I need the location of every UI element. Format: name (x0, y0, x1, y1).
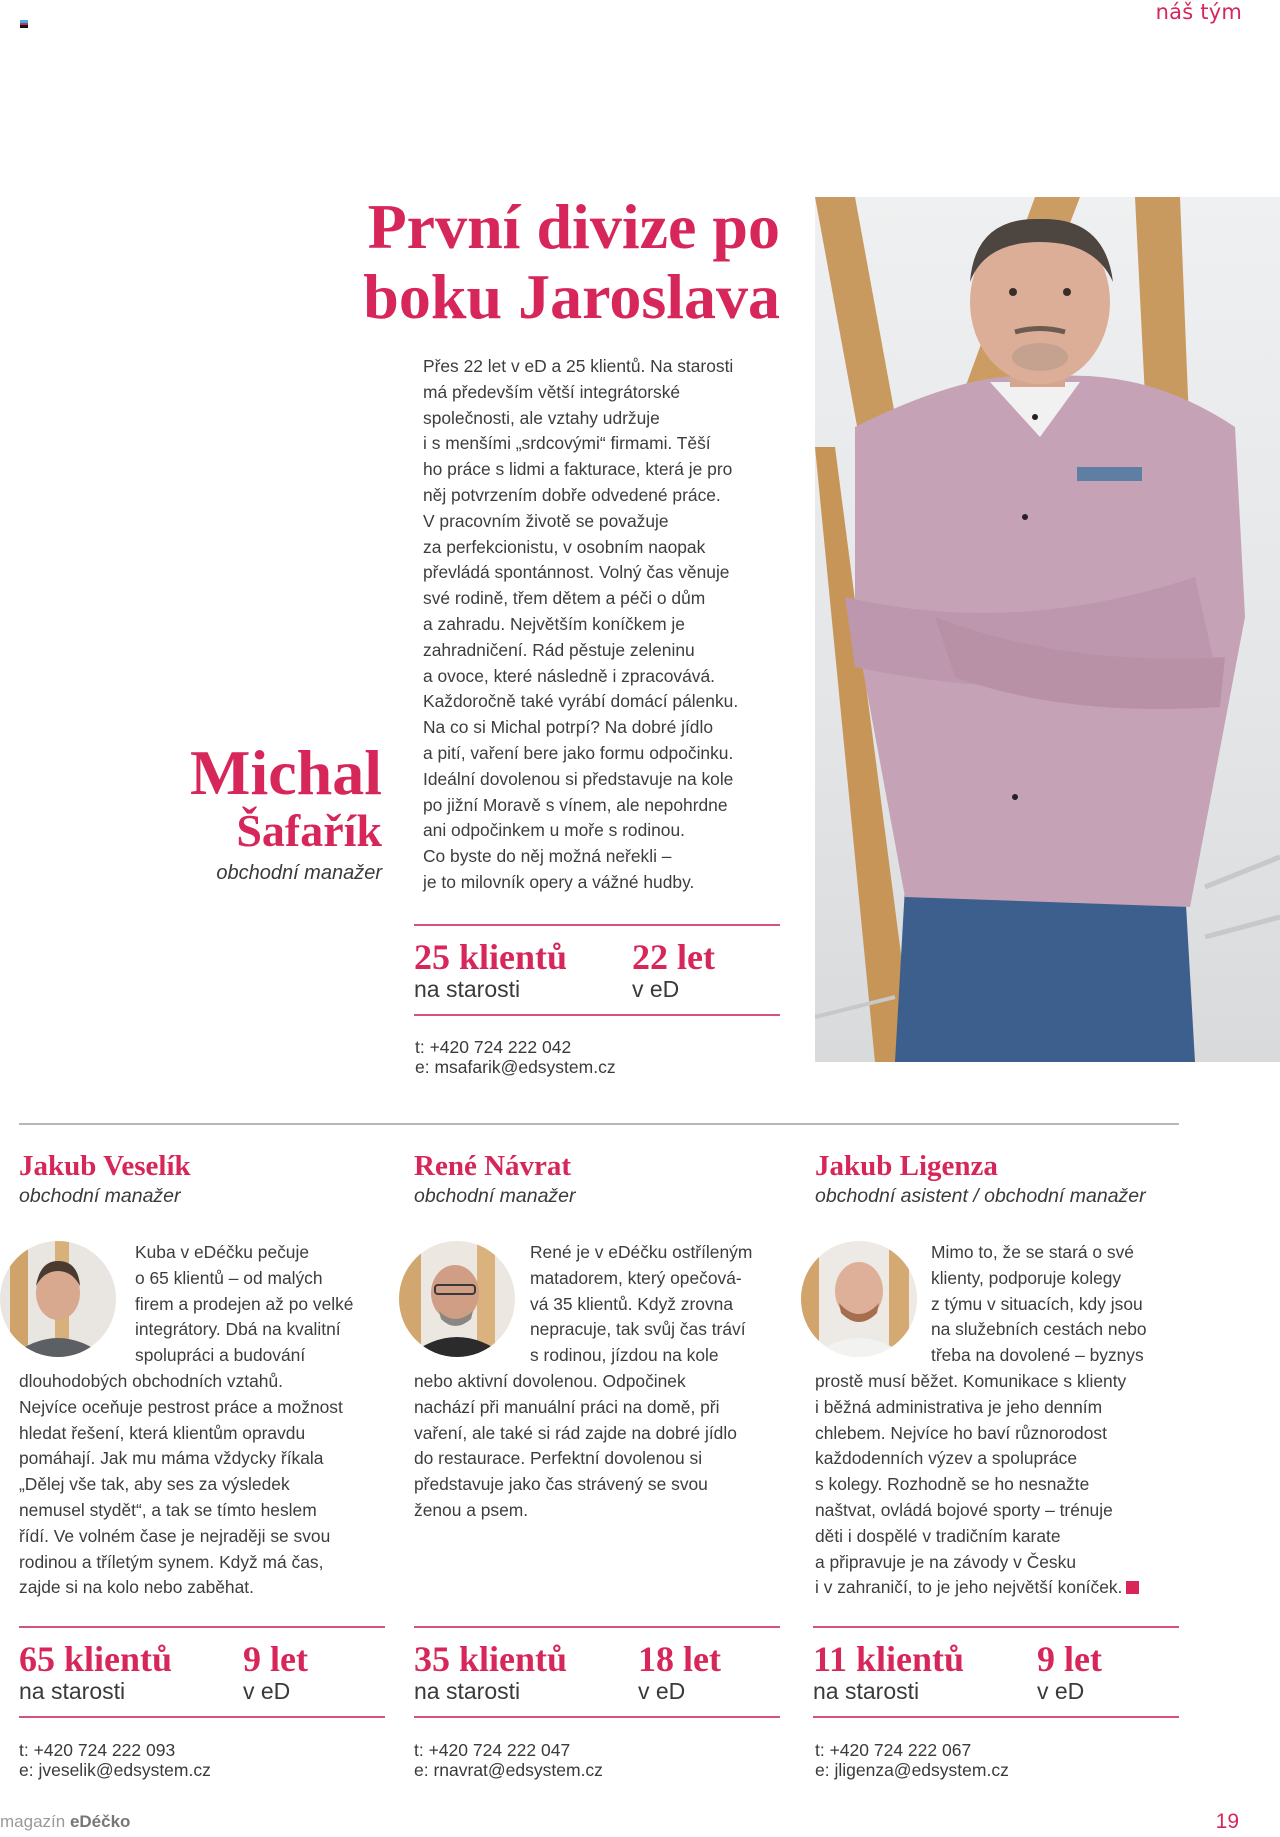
bio-line: ženou a psem. (414, 1499, 529, 1520)
stat-years (1037, 1628, 1102, 1716)
person-role: obchodní asistent / obchodní manažer (815, 1185, 1146, 1207)
portrait-photo (815, 197, 1280, 1062)
stat-value: 22 let (632, 937, 715, 977)
magazine-prefix: magazín (0, 1812, 66, 1831)
bio-line: a připravuje je na závody v Česku (815, 1551, 1076, 1572)
bio-line: něj potvrzením dobře odvedené práce. (423, 484, 721, 505)
stat-label: v eD (243, 1678, 291, 1704)
bio-line: dlouhodobých obchodních vztahů. (19, 1370, 283, 1391)
bio-line: chlebem. Nejvíce ho baví různorodost (815, 1422, 1107, 1443)
stat-years (638, 1628, 721, 1716)
bio-line: Ideální dovolenou si představuje na kole (423, 768, 734, 789)
bio-line: pomáhají. Jak mu máma vždycky říkala (19, 1448, 324, 1469)
stat-label: na starosti (414, 1678, 521, 1704)
person-bio (815, 1240, 1190, 1601)
bio-line: Na co si Michal potrpí? Na dobré jídlo (423, 717, 713, 738)
stat-clients (414, 926, 604, 1014)
bio-line: za perfekcionistu, v osobním naopak (423, 536, 706, 557)
stat-label: v eD (632, 976, 680, 1002)
stat-clients (19, 1628, 215, 1716)
feature-contact (415, 1037, 616, 1077)
bio-line: vaření, ale také si rád zajde na dobré jídlo (414, 1422, 737, 1443)
bio-line: prostě musí běžet. Komunikace s klienty (815, 1370, 1127, 1391)
feature-stats (414, 924, 780, 1016)
bio-line: hledat řešení, která klientům opravdu (19, 1422, 306, 1443)
section-tag: náš tým (1155, 0, 1242, 24)
bio-line: nemusel stydět“, a tak se tímto heslem (19, 1499, 317, 1520)
stat-value: 35 klientů (414, 1639, 568, 1679)
stat-label: v eD (638, 1678, 686, 1704)
person-contact (414, 1740, 603, 1780)
phone[interactable]: t: +420 724 222 067 (815, 1740, 972, 1760)
email-link[interactable]: e: rnavrat@edsystem.cz (414, 1760, 603, 1780)
stat-years (632, 926, 715, 1014)
person-bio (19, 1240, 394, 1601)
page-number: 19 (1215, 1810, 1239, 1833)
bio-line: a ovoce, které následně i zpracovává. (423, 665, 715, 686)
stat-clients (414, 1628, 610, 1716)
stat-value: 11 klientů (813, 1639, 965, 1679)
magazine-brand: eDéčko (69, 1812, 131, 1831)
bio-line: společnosti, ale vztahy udržuje (423, 407, 660, 428)
bio-line: po jižní Moravě s vínem, ale nepohrdne (423, 794, 728, 815)
magazine-footer (0, 1812, 130, 1832)
person-stats (414, 1626, 780, 1718)
bio-line: Mimo to, že se stará o své (931, 1242, 1134, 1262)
bio-line: Nejvíce oceňuje pestrost práce a možnost (19, 1396, 343, 1417)
feature-person-name (100, 737, 382, 886)
person-role: obchodní manažer (19, 1185, 181, 1207)
team-card-rene-navrat (414, 1150, 784, 1790)
bio-line-last (815, 1575, 1190, 1601)
bio-line: s rodinou, jízdou na kole (530, 1345, 719, 1366)
bio-line: klienty, podporuje kolegy (931, 1267, 1122, 1288)
bio-line: na služebních cestách nebo (931, 1319, 1147, 1340)
page-title (260, 192, 780, 332)
title-line-2: boku Jaroslava (363, 261, 780, 332)
bio-line: i běžná administrativa je jeho denním (815, 1396, 1103, 1417)
bio-line: do restaurace. Perfektní dovolenou si (414, 1448, 703, 1469)
bio-line: je to milovník opery a vážné hudby. (423, 871, 695, 892)
bio-line: děti i dospělé v tradičním karate (815, 1525, 1061, 1546)
stat-years (243, 1628, 308, 1716)
bio-line: a pití, vaření bere jako formu odpočinku. (423, 742, 734, 763)
bio-line: „Dělej vše tak, aby ses za výsledek (19, 1474, 290, 1495)
article-end-mark-icon (1126, 1581, 1139, 1594)
bio-line: ho práce s lidmi a fakturace, která je pro (423, 459, 733, 480)
bio-line-text: i v zahraničí, to je jeho největší koníček. (815, 1577, 1123, 1598)
stat-clients (813, 1628, 1009, 1716)
email-link[interactable]: e: jligenza@edsystem.cz (815, 1760, 1009, 1780)
stat-value: 9 let (243, 1639, 308, 1679)
email-link[interactable]: e: jveselik@edsystem.cz (19, 1760, 211, 1780)
bio-line: spolupráci a budování (135, 1345, 306, 1366)
bio-line: V pracovním životě se považuje (423, 510, 669, 531)
bio-line: nachází při manuální práci na domě, při (414, 1396, 720, 1417)
team-card-jakub-ligenza (815, 1150, 1185, 1790)
bio-line: s kolegy. Rozhodně se ho nesnažte (815, 1474, 1090, 1495)
stat-label: na starosti (813, 1678, 920, 1704)
person-bio (414, 1240, 789, 1524)
email-link[interactable]: e: msafarik@edsystem.cz (415, 1057, 616, 1077)
bio-line: Co byste do něj možná neřekli – (423, 846, 672, 867)
section-divider (19, 1123, 1179, 1125)
bio-line: každodenních výzev a spolupráce (815, 1448, 1077, 1469)
bio-line: řídí. Ve volném čase je nejraději se svou (19, 1525, 331, 1546)
bio-line: ani odpočinkem u moře s rodinou. (423, 820, 685, 841)
bio-line: Každoročně také vyrábí domácí pálenku. (423, 691, 739, 712)
phone[interactable]: t: +420 724 222 093 (19, 1740, 176, 1760)
bio-line: vá 35 klientů. Když zrovna (530, 1293, 733, 1314)
stat-label: na starosti (414, 976, 521, 1002)
person-name: Jakub Veselík (19, 1150, 191, 1182)
bio-line: naštvat, ovládá bojové sporty – trénuje (815, 1499, 1113, 1520)
bio-line: nepracuje, tak svůj čas tráví (530, 1319, 746, 1340)
first-name: Michal (190, 737, 382, 808)
portrait-illustration (815, 197, 1280, 1062)
phone[interactable]: t: +420 724 222 042 (415, 1037, 572, 1057)
phone[interactable]: t: +420 724 222 047 (414, 1740, 571, 1760)
bio-line: má především větší integrátorské (423, 381, 681, 402)
person-role: obchodní manažer (414, 1185, 576, 1207)
feature-bio (423, 354, 808, 896)
person-role: obchodní manažer (216, 862, 382, 884)
bio-line: i s menšími „srdcovými“ firmami. Těší (423, 433, 711, 454)
person-name: René Návrat (414, 1150, 572, 1182)
stat-label: na starosti (19, 1678, 126, 1704)
bio-line: matadorem, který opečová- (530, 1267, 742, 1288)
bio-line: a zahradu. Největším koníčkem je (423, 613, 685, 634)
bio-line: nebo aktivní dovolenou. Odpočinek (414, 1370, 686, 1391)
bio-line: třeba na dovolené – byznys (931, 1345, 1144, 1366)
bio-line: René je v eDéčku ostříleným (530, 1242, 753, 1262)
bio-line: z týmu v situacích, kdy jsou (931, 1293, 1143, 1314)
stat-label: v eD (1037, 1678, 1085, 1704)
team-card-jakub-veselik (19, 1150, 389, 1790)
print-registration-mark (20, 20, 28, 28)
bio-line: rodinou a tříletým synem. Když má čas, (19, 1551, 324, 1572)
bio-line: převládá spontánnost. Volný čas věnuje (423, 562, 730, 583)
person-stats (19, 1626, 385, 1718)
bio-line: Přes 22 let v eD a 25 klientů. Na starosti (423, 356, 734, 376)
bio-line: Kuba v eDéčku pečuje (135, 1242, 310, 1262)
bio-line: zajde si na kolo nebo zaběhat. (19, 1577, 254, 1598)
bio-line: zahradničení. Rád pěstuje zeleninu (423, 639, 695, 660)
bio-line: představuje jako čas strávený se svou (414, 1474, 708, 1495)
bio-line: integrátory. Dbá na kvalitní (135, 1319, 341, 1340)
stat-value: 25 klientů (414, 937, 568, 977)
bio-line: firem a prodejen až po velké (135, 1293, 354, 1314)
last-name: Šafařík (236, 805, 382, 856)
stat-value: 9 let (1037, 1639, 1102, 1679)
stat-value: 18 let (638, 1639, 721, 1679)
person-contact (815, 1740, 1009, 1780)
bio-line: o 65 klientů – od malých (135, 1267, 323, 1288)
person-contact (19, 1740, 211, 1780)
bio-line: své rodině, třem dětem a péči o dům (423, 588, 706, 609)
stat-value: 65 klientů (19, 1639, 173, 1679)
person-name: Jakub Ligenza (815, 1150, 998, 1182)
title-line-1: První divize po (367, 191, 780, 262)
person-stats (813, 1626, 1179, 1718)
